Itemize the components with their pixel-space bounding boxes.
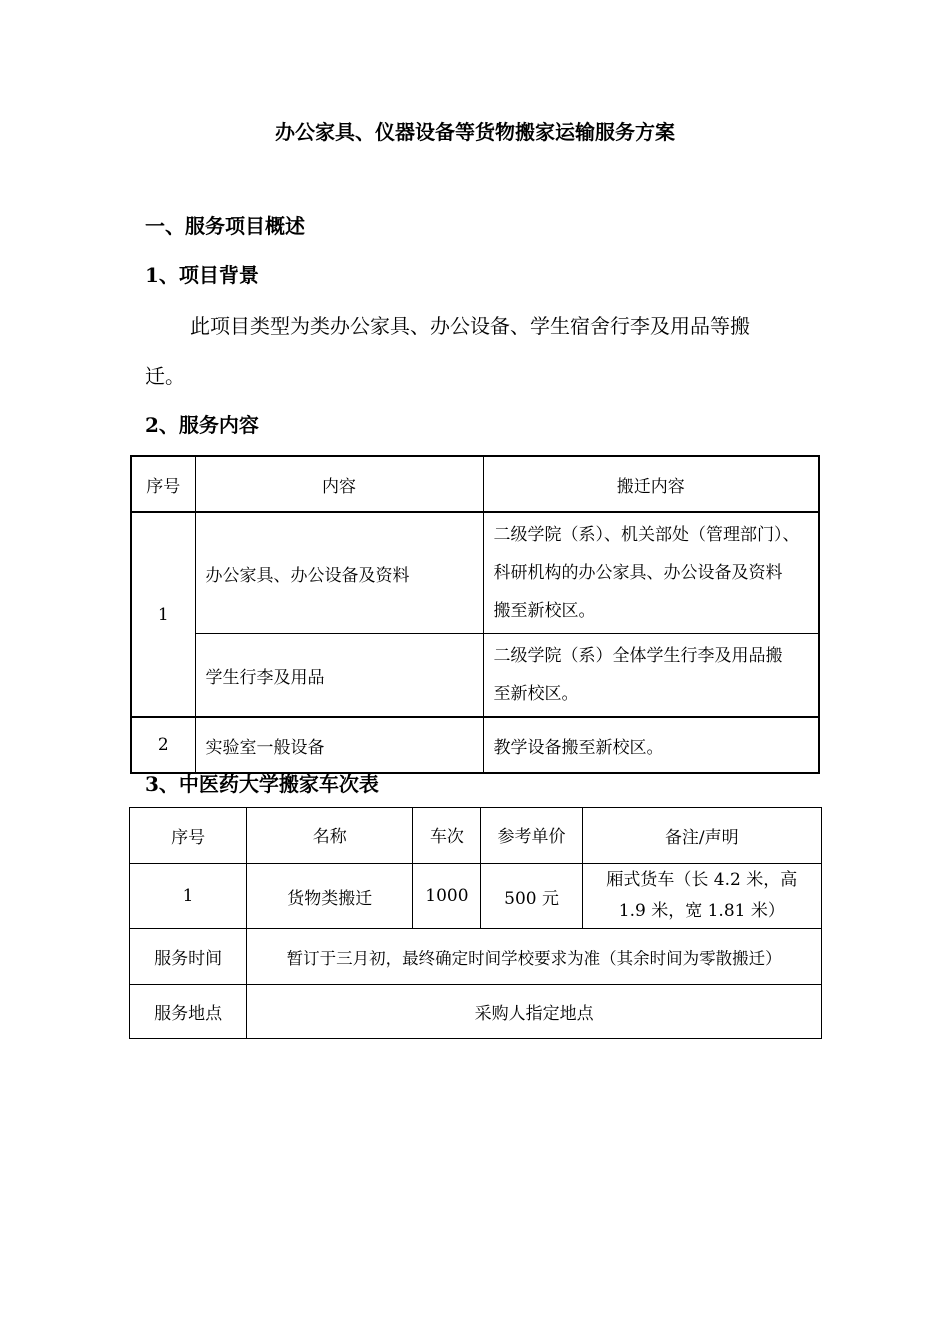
subheading-background: 1、项目背景 [145, 263, 259, 287]
row-detail: 教学设备搬至新校区。 [483, 717, 819, 773]
row-number: 2 [131, 717, 195, 773]
header-cell-content: 内容 [195, 456, 483, 512]
table-row [130, 864, 822, 929]
detail-line: 二级学院（系）全体学生行李及用品搬 [493, 646, 783, 666]
header-cell-no: 序号 [130, 808, 247, 864]
header-cell-detail: 搬迁内容 [483, 456, 819, 512]
service-time-label: 服务时间 [130, 929, 247, 985]
service-content-table [130, 455, 820, 774]
header-cell-price: 参考单价 [481, 808, 582, 864]
detail-line: 二级学院（系）、机关部处（管理部门）、 [493, 525, 800, 545]
detail-line: 科研机构的办公家具、办公设备及资料 [493, 563, 783, 583]
row-detail [483, 512, 819, 634]
header-cell-name: 名称 [247, 808, 413, 864]
row-number: 1 [130, 864, 247, 929]
header-cell-note: 备注/声明 [582, 808, 821, 864]
note-line: 厢式货车（长 4.2 米，高 [606, 870, 798, 890]
table-row [131, 634, 819, 718]
subheading-trip-table: 3、中医药大学搬家车次表 [145, 772, 379, 796]
header-cell-no: 序号 [131, 456, 195, 512]
service-place-value: 采购人指定地点 [247, 985, 822, 1039]
row-price: 500 元 [481, 864, 582, 929]
document-title: 办公家具、仪器设备等货物搬家运输服务方案 [275, 120, 675, 144]
row-content: 实验室一般设备 [195, 717, 483, 773]
table-row [131, 512, 819, 634]
header-cell-trips: 车次 [413, 808, 481, 864]
row-name: 货物类搬迁 [247, 864, 413, 929]
row-trips: 1000 [413, 864, 481, 929]
table-row [130, 985, 822, 1039]
table-header-row [131, 456, 819, 512]
table-row [130, 929, 822, 985]
note-line: 1.9 米，宽 1.81 米） [618, 901, 785, 921]
subheading-service-content: 2、服务内容 [145, 413, 259, 437]
row-content: 学生行李及用品 [195, 634, 483, 718]
detail-line: 搬至新校区。 [493, 601, 596, 621]
trip-schedule-table [129, 807, 822, 1039]
background-paragraph-line1: 此项目类型为类办公家具、办公设备、学生宿舍行李及用品等搬 [190, 314, 750, 338]
background-paragraph-line2: 迁。 [145, 364, 185, 388]
row-number: 1 [131, 512, 195, 717]
detail-line: 至新校区。 [493, 684, 579, 704]
row-detail [483, 634, 819, 718]
service-time-value: 暂订于三月初，最终确定时间学校要求为准（其余时间为零散搬迁） [247, 929, 822, 985]
service-place-label: 服务地点 [130, 985, 247, 1039]
section-heading-overview: 一、服务项目概述 [145, 214, 305, 238]
table-header-row [130, 808, 822, 864]
table-row [131, 717, 819, 773]
row-note [582, 864, 821, 929]
row-content: 办公家具、办公设备及资料 [195, 512, 483, 634]
